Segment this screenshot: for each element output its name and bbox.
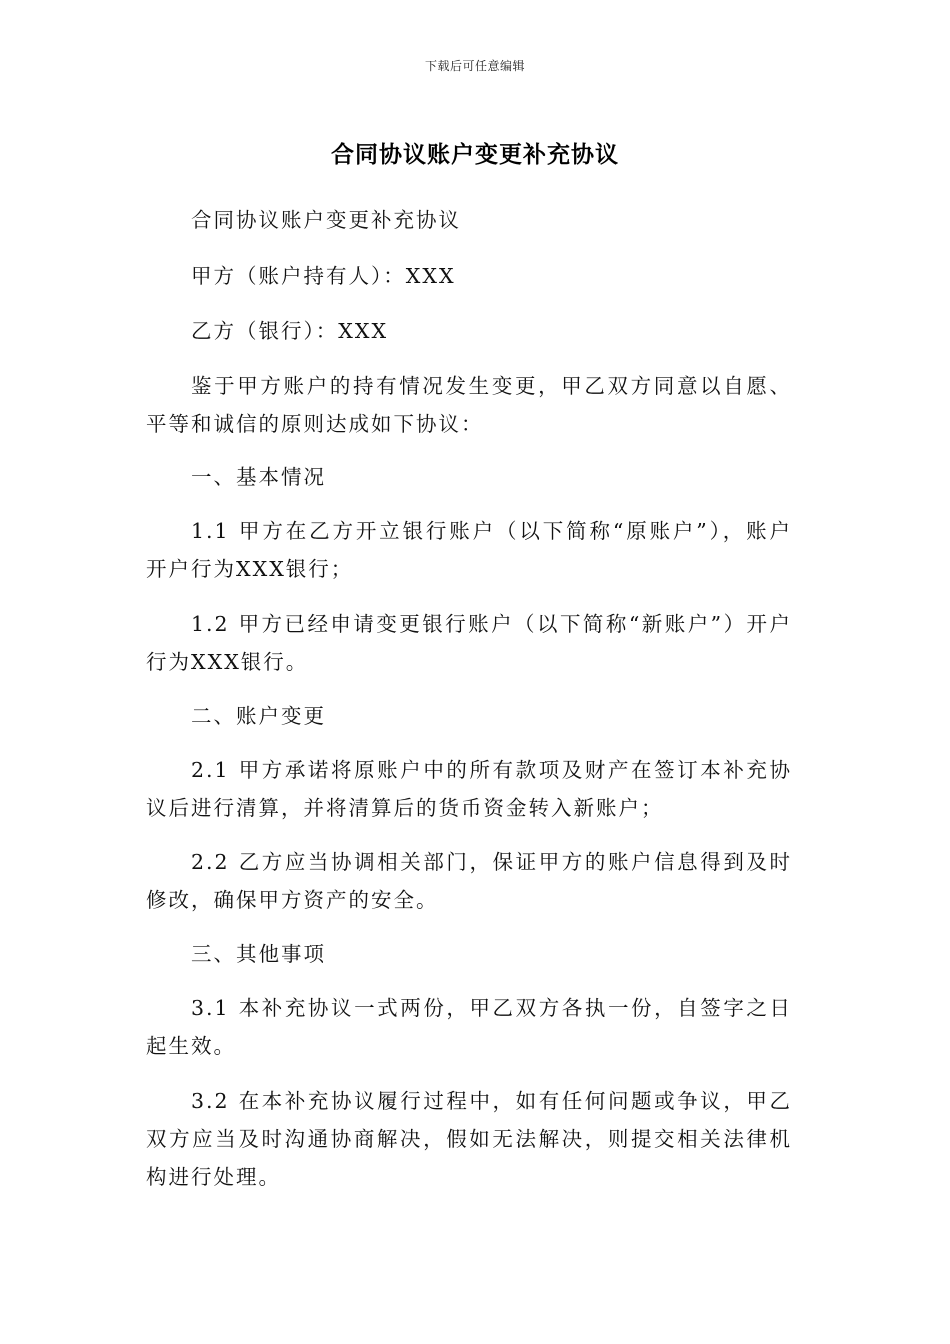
clause-2-1: 2.1 甲方承诺将原账户中的所有款项及财产在签订本补充协议后进行清算，并将清算后的货币资金转入新账户； [146,758,792,820]
clause-3-2: 3.2 在本补充协议履行过程中，如有任何问题或争议，甲乙双方应当及时沟通协商解决，假如无法解决，则提交相关法律机构进行处理。 [146,1089,792,1189]
header-note: 下载后可任意编辑 [424,59,525,73]
section-heading-basic: 一、基本情况 [191,465,326,489]
section-heading-change: 二、账户变更 [191,704,326,728]
paragraph-preamble: 鉴于甲方账户的持有情况发生变更，甲乙双方同意以自愿、平等和诚信的原则达成如下协议： [146,374,792,436]
clause-1-1: 1.1 甲方在乙方开立银行账户（以下简称“原账户”），账户开户行为XXX银行； [146,519,792,581]
paragraph-party-b: 乙方（银行）：XXX [191,319,389,343]
clause-1-2: 1.2 甲方已经申请变更银行账户（以下简称“新账户”）开户行为XXX银行。 [146,612,792,674]
document-title: 合同协议账户变更补充协议 [331,142,619,168]
paragraph-subtitle: 合同协议账户变更补充协议 [191,208,461,232]
clause-3-1: 3.1 本补充协议一式两份，甲乙双方各执一份，自签字之日起生效。 [146,996,792,1058]
section-heading-other: 三、其他事项 [191,942,326,966]
paragraph-party-a: 甲方（账户持有人）：XXX [191,264,456,288]
clause-2-2: 2.2 乙方应当协调相关部门，保证甲方的账户信息得到及时修改，确保甲方资产的安全。 [146,850,792,912]
